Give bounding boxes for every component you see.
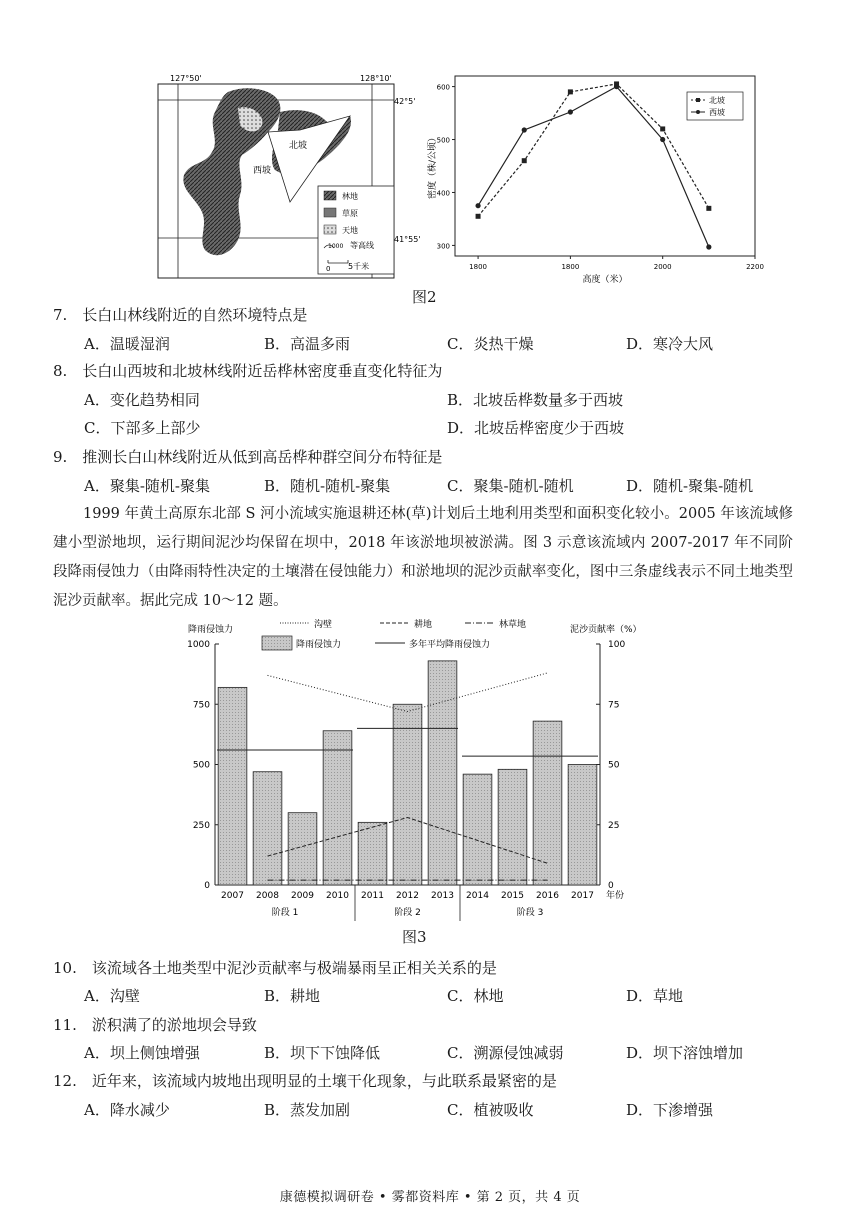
q11-option-a[interactable]: A．坝上侧蚀增强 bbox=[84, 1044, 200, 1062]
q7-option-d[interactable]: D．寒冷大风 bbox=[626, 335, 714, 353]
q11-option-c[interactable]: C．溯源侵蚀减弱 bbox=[447, 1044, 564, 1062]
contour-value: 1000 bbox=[328, 243, 344, 250]
q11-option-d[interactable]: D．坝下溶蚀增加 bbox=[626, 1044, 744, 1062]
fig2-ylabel: 密度（株/公顷） bbox=[428, 132, 438, 200]
page-footer: 康德模拟调研卷 • 雾都资料库 • 第 2 页，共 4 页 bbox=[279, 1190, 581, 1205]
fig2-point-north bbox=[568, 89, 573, 94]
q8-option-c[interactable]: C．下部多上部少 bbox=[84, 419, 201, 437]
legend-tundra: 天地 bbox=[342, 226, 358, 235]
q10-option-d[interactable]: D．草地 bbox=[626, 987, 684, 1005]
q8-option-b[interactable]: B．北坡岳桦数量多于西坡 bbox=[447, 391, 624, 409]
q10-option-c[interactable]: C．林地 bbox=[447, 987, 504, 1005]
map-label-west: 西坡 bbox=[252, 166, 272, 176]
q9-option-a[interactable]: A．聚集-随机-聚集 bbox=[84, 477, 210, 495]
fig3-right-tick-label: 50 bbox=[608, 760, 620, 771]
fig3-left-tick-label: 0 bbox=[204, 881, 210, 891]
fig3-year-label: 2012 bbox=[396, 891, 419, 901]
fig3-bar-2012 bbox=[393, 704, 422, 885]
q12-option-a[interactable]: A．降水减少 bbox=[84, 1101, 170, 1119]
q7-stem: 7. 长白山林线附近的自然环境特点是 bbox=[53, 306, 308, 324]
q11-option-b[interactable]: B．坝下下蚀降低 bbox=[264, 1044, 381, 1062]
q12-option-b[interactable]: B．蒸发加剧 bbox=[264, 1101, 351, 1119]
lat-top: 42°5' bbox=[394, 97, 416, 106]
q8-option-a[interactable]: A．变化趋势相同 bbox=[84, 391, 200, 409]
legend-forest: 林地 bbox=[342, 192, 358, 201]
fig2-point-west bbox=[660, 137, 665, 142]
q9-option-c[interactable]: C．聚集-随机-随机 bbox=[447, 477, 574, 495]
legend-grass: 草原 bbox=[342, 209, 358, 218]
q7-option-c[interactable]: C．炎热干燥 bbox=[447, 335, 534, 353]
fig3-bar-2017 bbox=[568, 765, 597, 886]
lat-bottom: 41°55' bbox=[394, 235, 420, 244]
fig3-year-label: 2016 bbox=[536, 891, 559, 901]
fig2-point-north bbox=[660, 126, 665, 131]
fig2-caption: 图2 bbox=[412, 288, 437, 306]
fig3-bar-2008 bbox=[253, 772, 282, 885]
fig3-left-axis-label: 降雨侵蚀力 bbox=[188, 625, 234, 635]
fig3-bar-2010 bbox=[323, 731, 352, 885]
fig2-point-west bbox=[568, 109, 573, 114]
fig2-point-west bbox=[522, 127, 527, 132]
q7-option-a[interactable]: A．温暖湿润 bbox=[84, 335, 170, 353]
fig3-bar-2013 bbox=[428, 661, 457, 885]
fig2-legend-west: 西坡 bbox=[709, 108, 725, 117]
fig2-ytick-label: 400 bbox=[436, 189, 450, 198]
fig2-ytick-label: 600 bbox=[436, 83, 450, 92]
q8-stem: 8. 长白山西坡和北坡林线附近岳桦林密度垂直变化特征为 bbox=[53, 362, 443, 380]
fig3-x-unit: 年份 bbox=[606, 891, 625, 901]
fig3-year-label: 2007 bbox=[221, 891, 244, 901]
q9-option-b[interactable]: B．随机-随机-聚集 bbox=[264, 477, 391, 495]
fig3-stage-label-3: 阶段 3 bbox=[516, 908, 544, 918]
q9-option-d[interactable]: D．随机-聚集-随机 bbox=[626, 477, 754, 495]
lon-left: 127°50' bbox=[170, 74, 202, 83]
fig2-line-chart bbox=[425, 70, 765, 295]
fig3-stage-label-2: 阶段 2 bbox=[394, 908, 421, 918]
fig2-ytick-label: 500 bbox=[436, 136, 450, 145]
fig3-legend-erosivity: 降雨侵蚀力 bbox=[296, 640, 342, 650]
fig3-left-tick-label: 1000 bbox=[187, 640, 210, 650]
fig3-year-label: 2014 bbox=[466, 891, 489, 901]
fig2-xtick-label: 1800 bbox=[469, 263, 487, 271]
fig3-legend-mean: 多年平均降雨侵蚀力 bbox=[409, 640, 491, 650]
fig2-point-north bbox=[522, 158, 527, 163]
fig3-year-label: 2010 bbox=[326, 891, 349, 901]
q11-stem: 11. 淤积满了的淤地坝会导致 bbox=[53, 1016, 257, 1034]
scale-text: 5千米 bbox=[348, 262, 370, 271]
fig3-legend-gully: 沟壁 bbox=[314, 620, 333, 630]
fig3-year-label: 2009 bbox=[291, 891, 314, 901]
fig2-point-west bbox=[706, 244, 711, 249]
fig3-right-tick-label: 75 bbox=[608, 700, 620, 711]
q10-option-a[interactable]: A．沟壁 bbox=[84, 987, 140, 1005]
fig3-right-tick-label: 25 bbox=[608, 820, 620, 831]
fig3-right-axis-label: 泥沙贡献率（%） bbox=[570, 625, 642, 635]
fig3-year-label: 2013 bbox=[431, 891, 454, 901]
fig3-bar-chart bbox=[180, 612, 680, 922]
contour-text: 等高线 bbox=[350, 241, 374, 250]
fig3-right-tick-label: 100 bbox=[608, 640, 626, 650]
q10-option-b[interactable]: B．耕地 bbox=[264, 987, 321, 1005]
map-label-north: 北坡 bbox=[288, 141, 308, 151]
fig3-bar-2011 bbox=[358, 822, 387, 885]
fig3-bar-2015 bbox=[498, 769, 527, 885]
fig2-xtick-label: 2200 bbox=[746, 263, 764, 271]
fig3-right-tick-label: 0 bbox=[608, 881, 614, 891]
q12-option-c[interactable]: C．植被吸收 bbox=[447, 1101, 534, 1119]
fig2-xtick-label: 1800 bbox=[561, 263, 580, 271]
fig2-point-west bbox=[614, 84, 619, 89]
fig2-map bbox=[150, 70, 420, 285]
fig2-xlabel: 高度（米） bbox=[582, 275, 628, 285]
fig3-year-label: 2011 bbox=[361, 891, 384, 901]
fig2-series-north-line bbox=[478, 84, 709, 216]
fig2-ytick-label: 300 bbox=[436, 242, 450, 251]
fig3-stage-label-1: 阶段 1 bbox=[271, 908, 299, 918]
scale-zero: 0 bbox=[326, 265, 331, 273]
q9-stem: 9. 推测长白山林线附近从低到高岳桦种群空间分布特征是 bbox=[53, 448, 443, 466]
fig2-series-west-line bbox=[478, 87, 709, 247]
q7-option-b[interactable]: B．高温多雨 bbox=[264, 335, 351, 353]
fig2-point-north bbox=[706, 206, 711, 211]
q10-stem: 10. 该流域各土地类型中泥沙贡献率与极端暴雨呈正相关关系的是 bbox=[53, 959, 497, 977]
fig3-left-tick-label: 500 bbox=[192, 760, 210, 771]
fig3-legend-forestgrass: 林草地 bbox=[499, 620, 527, 630]
fig2-legend-north: 北坡 bbox=[709, 96, 725, 105]
fig3-bar-2014 bbox=[463, 774, 492, 885]
fig3-year-label: 2015 bbox=[501, 891, 524, 901]
fig2-point-north bbox=[476, 214, 481, 219]
q12-option-d[interactable]: D．下渗增强 bbox=[626, 1101, 714, 1119]
fig3-year-label: 2017 bbox=[571, 891, 594, 901]
fig3-year-label: 2008 bbox=[256, 891, 279, 901]
fig3-left-tick-label: 250 bbox=[192, 820, 210, 831]
fig3-left-tick-label: 750 bbox=[192, 700, 210, 711]
fig3-caption: 图3 bbox=[402, 928, 427, 946]
lon-right: 128°10' bbox=[360, 74, 392, 83]
fig3-bar-2007 bbox=[218, 687, 247, 885]
q8-option-d[interactable]: D．北坡岳桦密度少于西坡 bbox=[447, 419, 625, 437]
fig3-legend-farmland: 耕地 bbox=[414, 620, 433, 630]
q12-stem: 12. 近年来，该流域内坡地出现明显的土壤干化现象，与此联系最紧密的是 bbox=[53, 1072, 557, 1090]
fig2-point-west bbox=[475, 203, 480, 208]
fig2-xtick-label: 2000 bbox=[653, 263, 672, 271]
passage-10-12: 1999 年黄土高原东北部 S 河小流域实施退耕还林(草)计划后土地利用类型和面积变化较小。2005 年该流域修建小型淤地坝，运行期间泥沙均保留在坝中，2018 年该淤地坝被淤满。图 3 示意该流域内 2007-2017 年不同阶段降雨侵蚀力（由降雨特性决定的土壤潜在侵蚀能力）和淤地坝的泥沙贡献率变化，图中三条虚线表示不同土地类型泥沙贡献率。据此完成 10～12 题。 bbox=[53, 506, 793, 609]
